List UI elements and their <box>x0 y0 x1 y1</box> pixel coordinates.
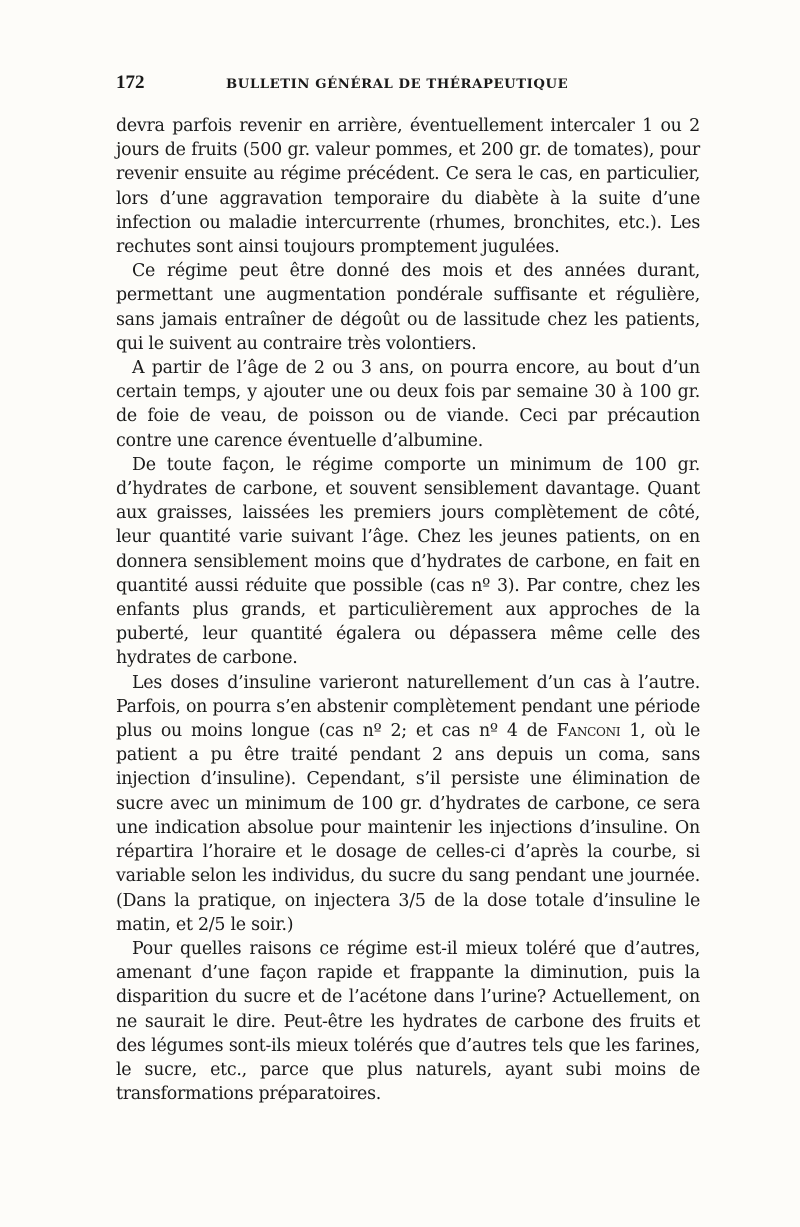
body-text <box>116 114 700 1106</box>
journal-title: BULLETIN GÉNÉRAL DE THÉRAPEUTIQUE <box>226 77 569 92</box>
paragraph-5-part-2: 1, où le patient a pu être traité pendant 2 ans depuis un coma, sans injection d’insuline). Cependant, s’il persiste une élimination de sucre avec un minimum de 100 gr. d’hydrates de carbone, ce sera une indication absolue pour maintenir les injections d’insuline. On répartira l’horaire et le dosage de celles-ci d’après la courbe, si variable selon les individus, du sucre du sang pendant une journée. (Dans la pratique, on injectera 3/5 de la dose totale d’insuline le matin, et 2/5 le soir.) <box>116 721 700 935</box>
author-name: Fanconi <box>556 721 621 742</box>
paragraph-5-part-1: Les doses d’insuline varieront naturellement d’un cas à l’autre. Parfois, on pourra s’en abstenir complètement pendant une période plus ou moins longue (cas nº 2; et cas nº 4 de <box>116 672 700 742</box>
paragraph-3: A partir de l’âge de 2 ou 3 ans, on pourra encore, au bout d’un certain temps, y ajouter une ou deux fois par semaine 30 à 100 gr. de foie de veau, de poisson ou de viande. Ceci par précaution contre une carence éventuelle d’albumine. <box>116 358 700 451</box>
paragraph-5 <box>116 671 700 937</box>
page-number: 172 <box>116 72 145 93</box>
paragraph-1: devra parfois revenir en arrière, éventuellement intercaler 1 ou 2 jours de fruits (500 gr. valeur pommes, et 200 gr. de tomates), pour revenir ensuite au régime précédent. Ce sera le cas, en particulier, lors d’une aggravation temporaire du diabète à la suite d’une infection ou maladie intercurrente (rhumes, bronchites, etc.). Les rechutes sont ainsi toujours promptement jugulées. <box>116 116 700 258</box>
paragraph-4: De toute façon, le régime comporte un minimum de 100 gr. d’hydrates de carbone, et souvent sensiblement davantage. Quant aux graisses, laissées les premiers jours complètement de côté, leur quantité varie suivant l’âge. Chez les jeunes patients, on en donnera sensiblement moins que d’hydrates de carbone, en fait en quantité aussi réduite que possible (cas nº 3). Par contre, chez les enfants plus grands, et particulièrement aux approches de la puberté, leur quantité égalera ou dépassera même celle des hydrates de carbone. <box>116 454 700 669</box>
paragraph-2: Ce régime peut être donné des mois et des années durant, permettant une augmentation pondérale suffisante et régulière, sans jamais entraîner de dégoût ou de lassitude chez les patients, qui le suivent au contraire très volontiers. <box>116 261 700 354</box>
running-head <box>116 72 704 106</box>
paragraph-6: Pour quelles raisons ce régime est-il mieux toléré que d’autres, amenant d’une façon rapide et frappante la diminution, puis la disparition du sucre et de l’acétone dans l’urine? Actuellement, on ne saurait le dire. Peut-être les hydrates de carbone des fruits et des légumes sont-ils mieux tolérés que d’autres tels que les farines, le sucre, etc., parce que plus naturels, ayant subi moins de transformations préparatoires. <box>116 938 700 1105</box>
